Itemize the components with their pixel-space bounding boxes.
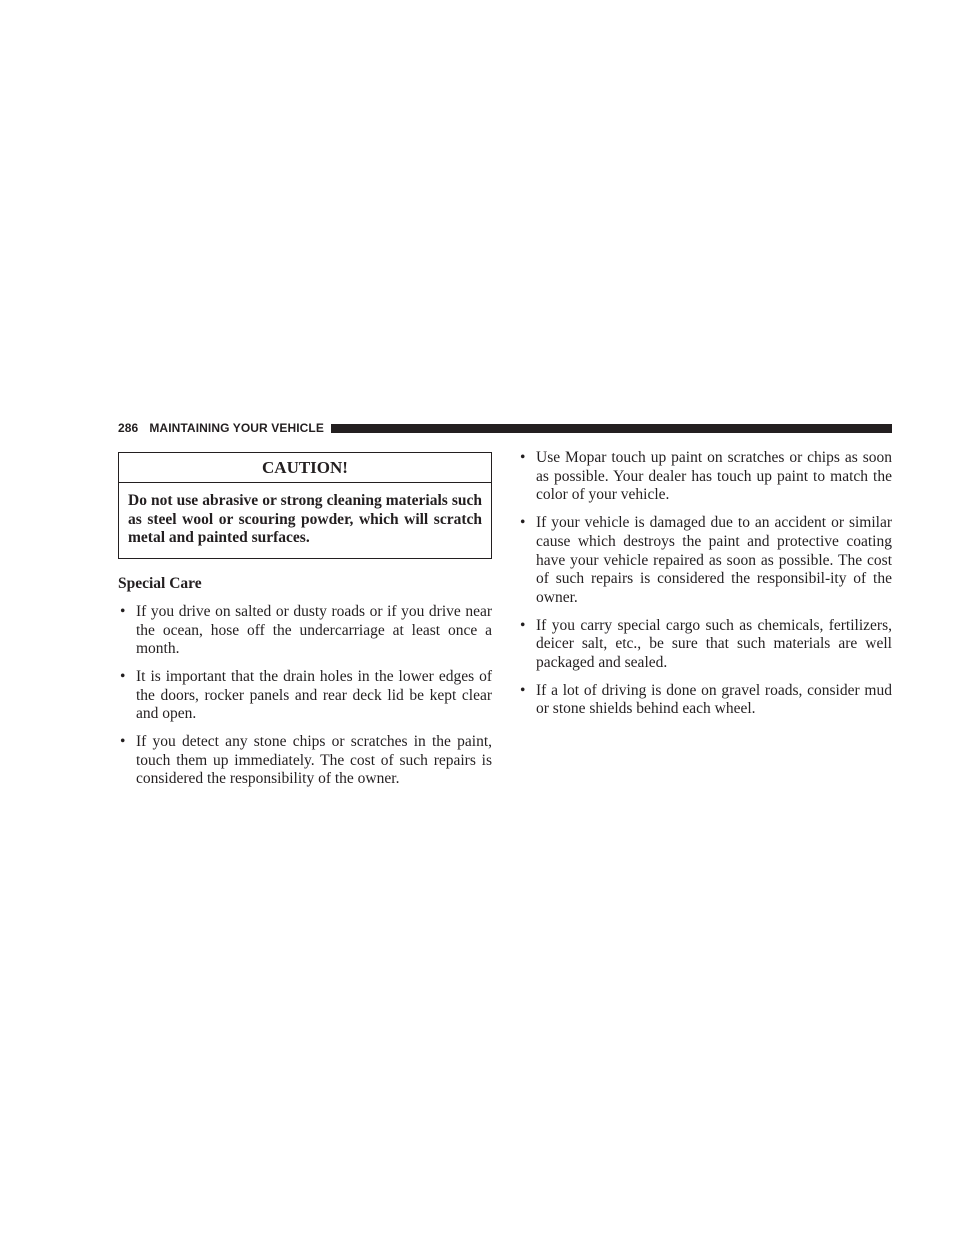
list-item-text: If you carry special cargo such as chemicals, fertilizers, deicer salt, etc., be sure that such materials are well packaged and sealed. xyxy=(536,616,892,672)
caution-text: Do not use abrasive or strong cleaning materials such as steel wool or scouring powder, which will scratch metal and painted surfaces. xyxy=(128,492,482,547)
special-care-list-right xyxy=(518,449,892,719)
caution-box xyxy=(118,452,492,559)
caution-title: CAUTION! xyxy=(119,453,491,483)
bullet-icon: • xyxy=(520,514,526,532)
left-column xyxy=(118,452,492,798)
list-item-text: If you detect any stone chips or scratches in the paint, touch them up immediately. The cost of such repairs is considered the responsibility of the owner. xyxy=(136,733,492,788)
list-item xyxy=(118,603,492,659)
bullet-icon: • xyxy=(520,681,526,699)
page-number: 286 xyxy=(118,421,139,435)
bullet-icon: • xyxy=(120,602,126,620)
list-item-text: Use Mopar touch up paint on scratches or chips as soon as possible. Your dealer has touch up paint to match the color of your vehicle. xyxy=(536,449,892,504)
list-item xyxy=(518,449,892,505)
page-header xyxy=(118,420,892,436)
bullet-icon: • xyxy=(120,733,126,751)
special-care-heading: Special Care xyxy=(118,575,202,593)
header-rule xyxy=(331,424,892,433)
list-item xyxy=(518,514,892,608)
special-care-list-left xyxy=(118,603,492,789)
list-item-text: It is important that the drain holes in the lower edges of the doors, rocker panels and rear deck lid be kept clear and open. xyxy=(136,667,492,723)
list-item xyxy=(118,733,492,789)
list-item xyxy=(118,668,492,724)
bullet-icon: • xyxy=(520,449,526,466)
bullet-icon: • xyxy=(520,616,526,634)
list-item xyxy=(518,617,892,673)
list-item-text: If your vehicle is damaged due to an accident or similar cause which destroys the paint and protective coating have your vehicle repaired as soon as possible. The cost of such repairs is considered the responsibil-ity of the owner. xyxy=(536,514,892,606)
list-item-text: If a lot of driving is done on gravel roads, consider mud or stone shields behind each wheel. xyxy=(536,681,892,718)
list-item xyxy=(518,682,892,719)
list-item-text: If you drive on salted or dusty roads or if you drive near the ocean, hose off the undercarriage at least once a month. xyxy=(136,602,492,658)
bullet-icon: • xyxy=(120,667,126,685)
section-title: MAINTAINING YOUR VEHICLE xyxy=(149,421,324,435)
right-column xyxy=(518,449,892,728)
